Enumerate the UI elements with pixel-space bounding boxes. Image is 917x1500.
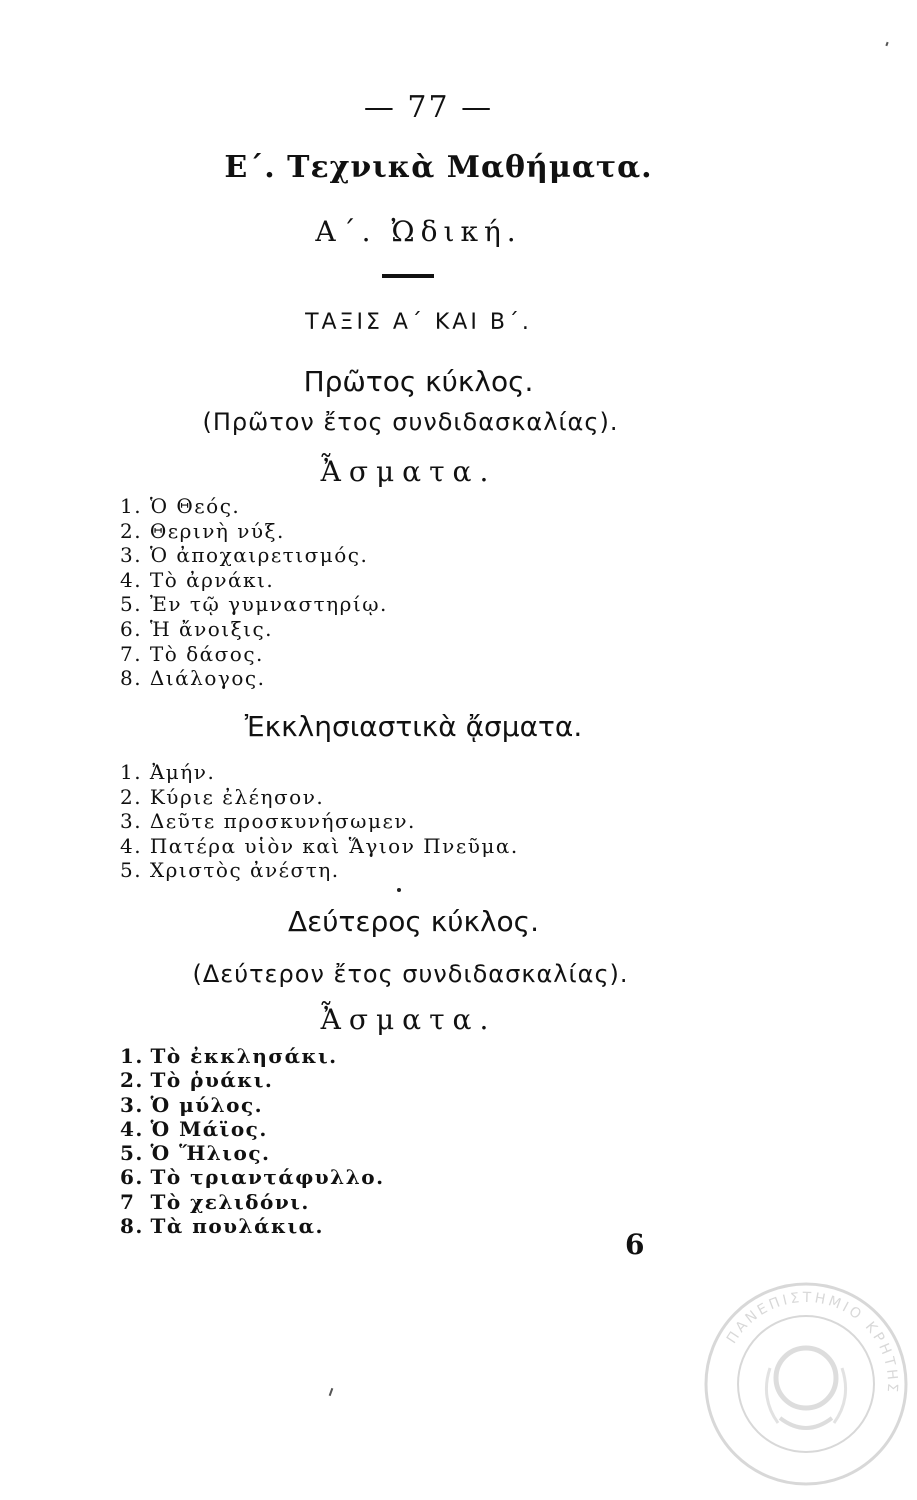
list-item: 4. Τὸ ἀρνάκι.	[120, 567, 275, 592]
list-item: 7 Τὸ χελιδόνι.	[120, 1189, 310, 1214]
list-item: 3. Ὁ μύλος.	[120, 1092, 264, 1117]
subsection-title: Α΄. Ὠδική.	[315, 215, 522, 248]
church-song-list	[120, 760, 519, 883]
list-item: 3. Ὁ ἀποχαιρετισμός.	[120, 543, 369, 568]
ink-speck	[885, 42, 888, 46]
page-number: — 77 —	[363, 90, 494, 125]
list-item: 8. Τὰ πουλάκια.	[120, 1214, 324, 1239]
list-item: 2. Κύριε ἐλέησον.	[120, 784, 325, 809]
list-item: 1. Ὁ Θεός.	[120, 494, 241, 518]
list-item: 7. Τὸ δάσος.	[120, 641, 264, 666]
library-stamp-seal	[700, 1278, 912, 1490]
list-item: 4. Πατέρα υἱὸν καὶ Ἅγιον Πνεῦμα.	[120, 833, 519, 858]
ink-speck	[329, 1388, 334, 1396]
section-title: Ε΄. Τεχνικὰ Μαθήματα.	[224, 150, 653, 185]
list-item: 5. Ἐν τῷ γυμναστηρίῳ.	[120, 592, 388, 617]
list-item: 2. Θερινὴ νύξ.	[120, 518, 285, 543]
list-item: 5. Χριστὸς ἀνέστη.	[120, 858, 340, 883]
stamp-text: ΠΑΝΕΠΙΣΤΗΜΙΟ ΚΡΗΤΗΣ	[723, 1289, 901, 1396]
ink-dot	[397, 888, 401, 892]
first-cycle-year: (Πρῶτον ἔτος συνδιδασκαλίας).	[202, 408, 619, 436]
printer-signature-mark: 6	[625, 1228, 645, 1261]
list-item: 3. Δεῦτε προσκυνήσωμεν.	[120, 809, 416, 834]
second-cycle-year: (Δεύτερον ἔτος συνδιδασκαλίας).	[192, 960, 629, 988]
second-cycle-song-list	[120, 1044, 385, 1238]
first-cycle-title: Πρῶτος κύκλος.	[303, 365, 534, 398]
first-cycle-songs-heading: Ἆσματα.	[320, 455, 497, 488]
list-item: 6. Ἡ ἄνοιξις.	[120, 616, 274, 641]
title-rule	[382, 274, 434, 278]
list-item: 6. Τὸ τριαντάφυλλο.	[120, 1165, 385, 1190]
list-item: 1. Ἀμήν.	[120, 760, 216, 784]
list-item: 8. Διάλογος.	[120, 666, 266, 691]
church-songs-heading: Ἐκκλησιαστικὰ ᾄσματα.	[244, 710, 583, 743]
second-cycle-songs-heading: Ἆσματα.	[320, 1003, 497, 1036]
list-item: 2. Τὸ ῥυάκι.	[120, 1068, 274, 1093]
list-item: 1. Τὸ ἐκκλησάκι.	[120, 1044, 338, 1068]
first-cycle-song-list	[120, 494, 388, 691]
classes-heading: ΤΑΞΙΣ Α΄ ΚΑΙ Β΄.	[305, 310, 532, 335]
list-item: 4. Ὁ Μάϊος.	[120, 1116, 268, 1141]
second-cycle-title: Δεύτερος κύκλος.	[288, 905, 539, 938]
list-item: 5. Ὁ Ἥλιος.	[120, 1141, 271, 1166]
